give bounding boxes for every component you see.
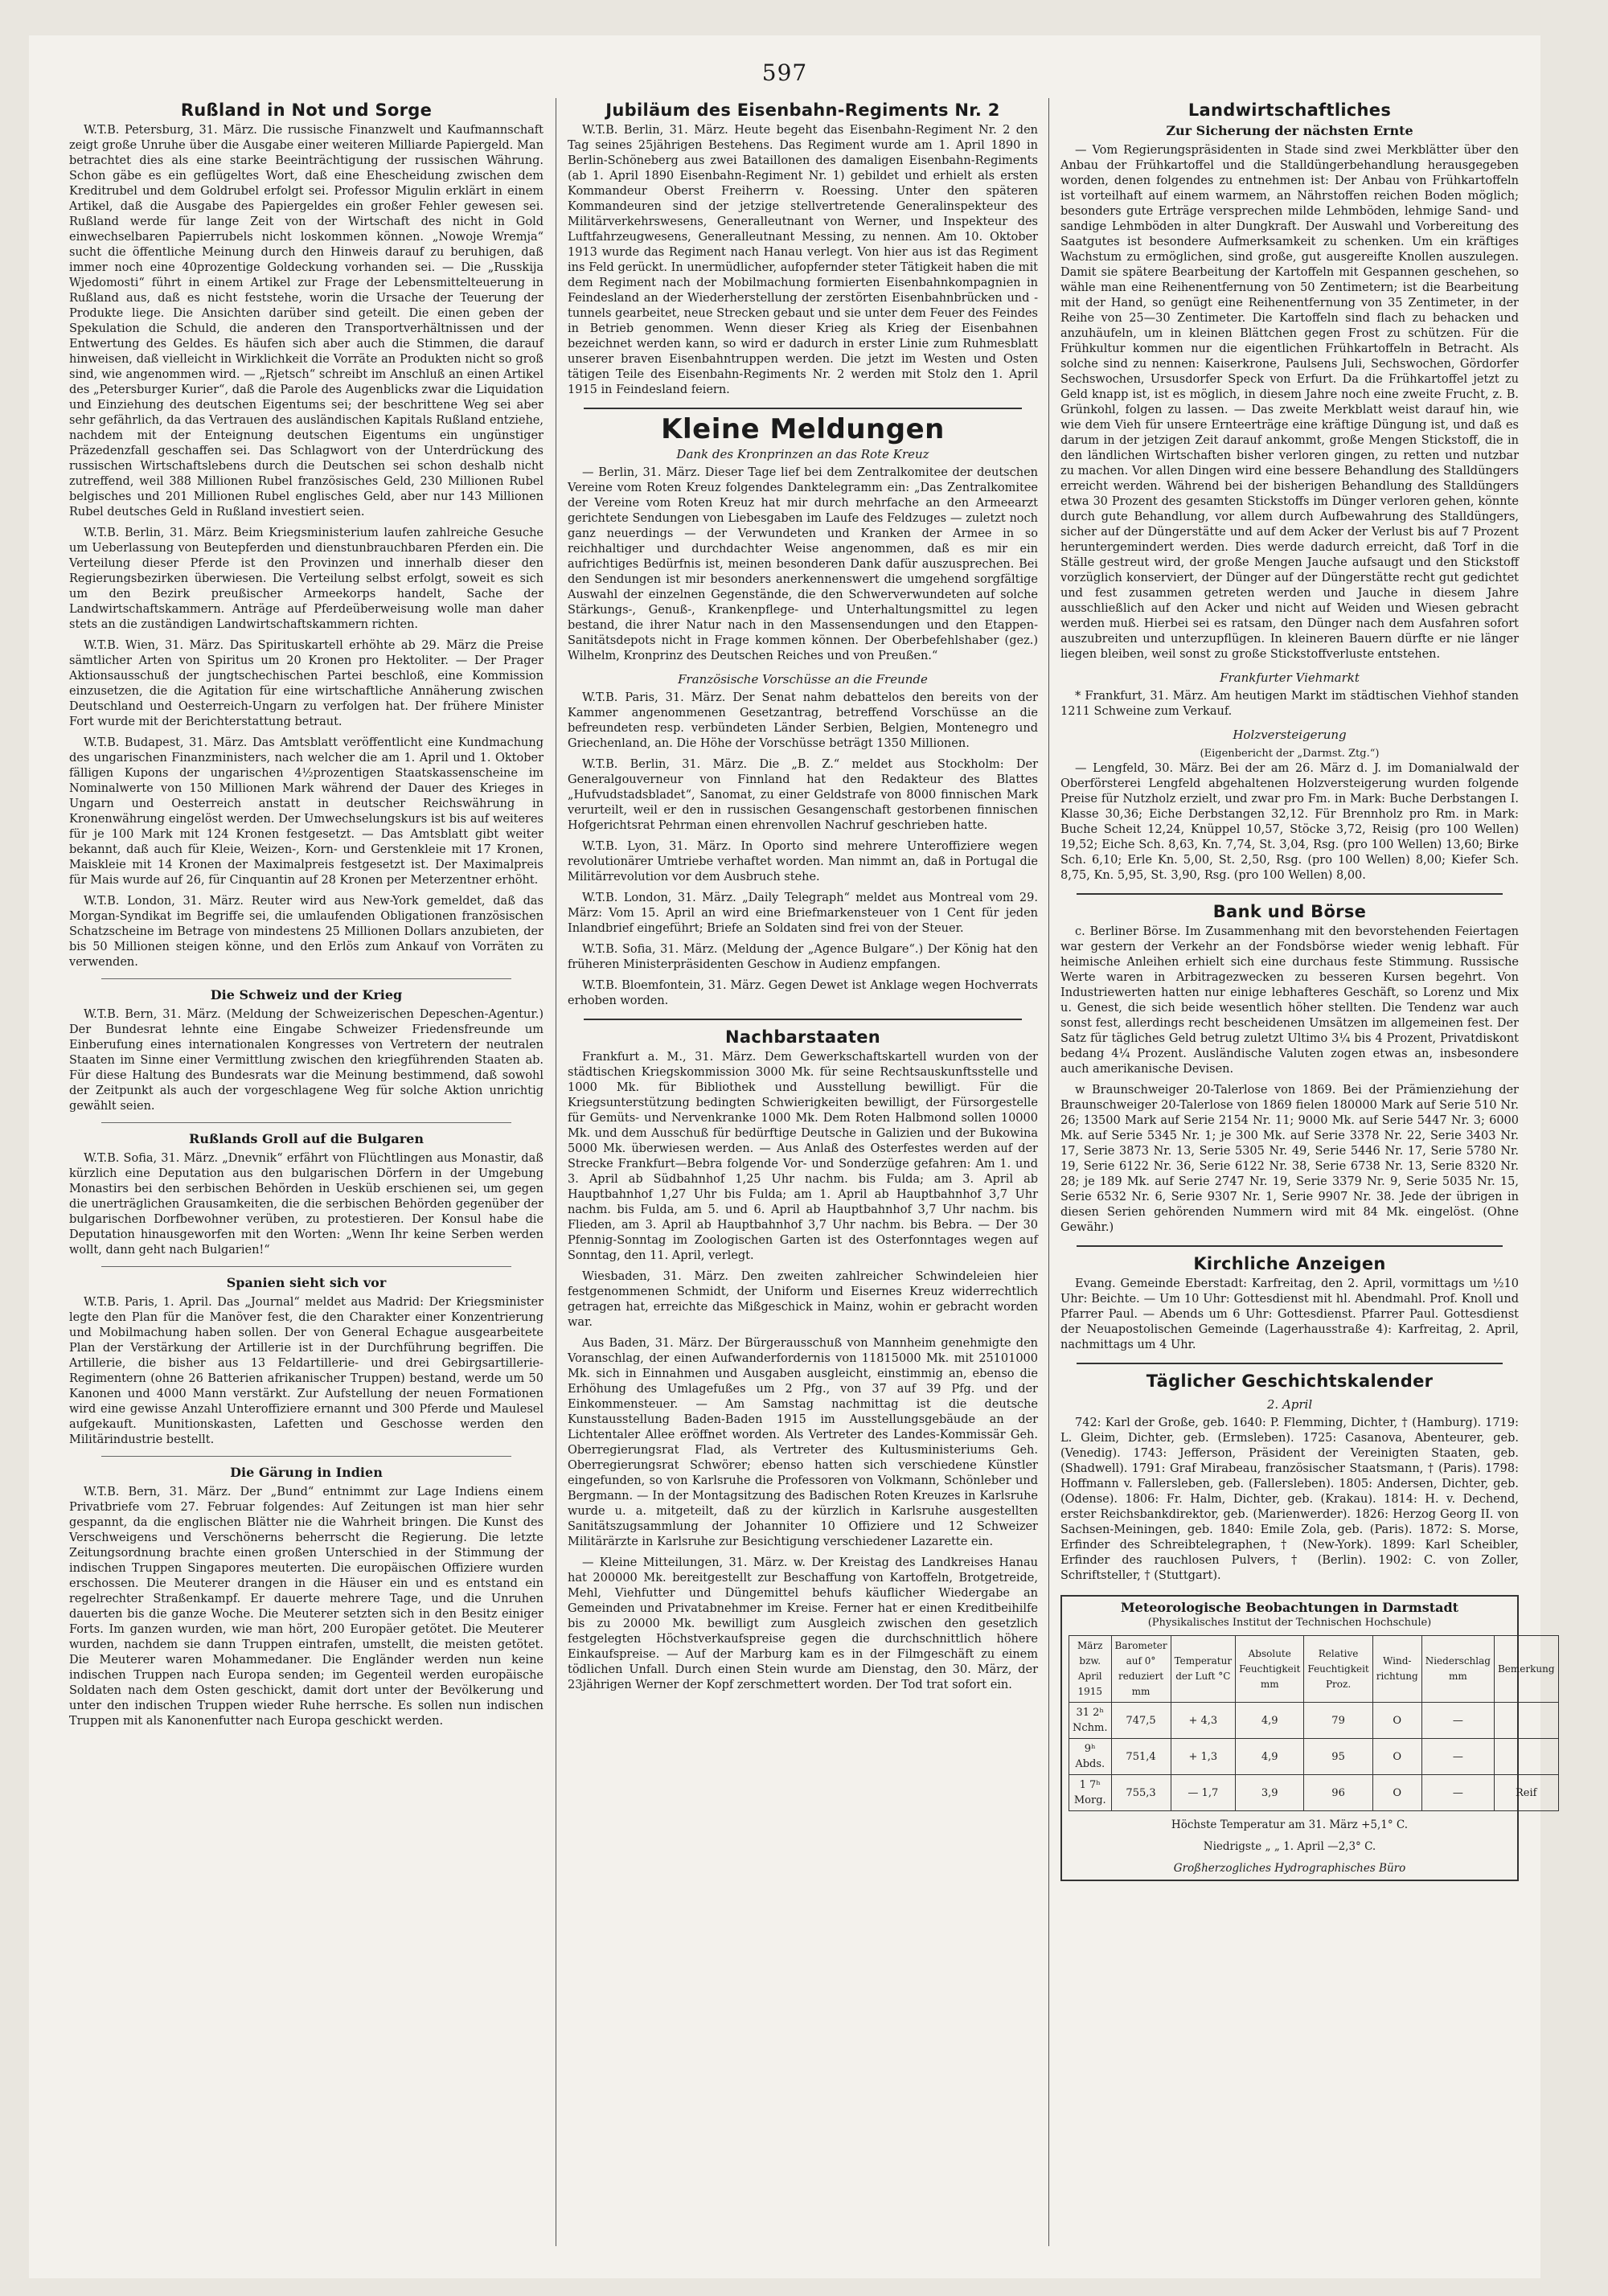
weather-header-cell: Niederschlag mm xyxy=(1421,1636,1494,1703)
weather-header-cell: März bzw. April 1915 xyxy=(1069,1636,1112,1703)
article-paragraph: 742: Karl der Große, geb. 1640: P. Flemming, Dichter, † (Hamburg). 1719: L. Gleim, Dichter, geb. (Ermsleben). 1725: Casanova, Abenteurer, geb. (Venedig). 1743: Jefferson, Präsident der Vereinigten Staaten, geb. (Shadwell). 1791: Graf Mirabeau, französischer Staatsmann, † (Paris). 1798: Hoffmann v. Fallersleben, geb. (Fallersleben). 1805: Andersen, Dichter, geb. (Odense). 1806: Fr. Halm, Dichter, geb. (Krakau). 1814: H. v. Dechend, erster Reichsbankdirektor, geb. (Marienwerder). 1826: Herzog Georg II. von Sachsen-Meiningen, geb. 1840: Emile Zola, geb. (Paris). 1872: S. Morse, Erfinder des Schreibtelegraphen, † (New-York). 1899: Karl Scheibler, Erfinder des rauchlosen Pulvers, † (Berlin). 1902: C. von Zoller, Schriftsteller, † (Stuttgart). xyxy=(1060,1417,1519,1582)
divider xyxy=(101,1266,511,1267)
article-paragraph: W.T.B. Lyon, 31. März. In Oporto sind mehrere Unteroffiziere wegen revolutionärer Umtriebe verhaftet worden. Man nimmt an, daß in Portugal die Militärrevolution vor dem Ausbruch stehe. xyxy=(568,840,1038,884)
page-number: 597 xyxy=(761,59,808,86)
weather-title: Meteorologische Beobachtungen in Darmstadt xyxy=(1120,1600,1459,1615)
subheadline-holz: Holzversteigerung xyxy=(1233,728,1347,742)
article-paragraph: — Kleine Mitteilungen, 31. März. w. Der Kreistag des Landkreises Hanau hat 200000 Mk. bereitgestellt zur Beschaffung von Kartoffeln, Brotgetreide, Mehl, Viehfutter und Düngemittel behufs käuflicher Wiedergabe an Gemeinden und Privatabnehmer im Kreise. Ferner hat er einen Kreditbeihilfe bis zu 20000 Mk. bewilligt zum Ausgleich zwischen den gesetzlich festgelegten Höchstverkaufspreise gegen die durchschnittlich höhere Einkaufspreise. — Auf der Marburg kam es in der Filmgeschäft zu einem tödlichen Unfall. Durch einen Stein wurde am Dienstag, den 30. März, der 23jährigen Werner der Kopf zerschmettert worden. Der Tod trat sofort ein. xyxy=(568,1556,1038,1691)
weather-cell: 755,3 xyxy=(1111,1775,1171,1811)
weather-cell: 79 xyxy=(1304,1703,1372,1739)
divider xyxy=(101,1456,511,1457)
headline-schweiz: Die Schweiz und der Krieg xyxy=(210,987,403,1002)
weather-cell: 3,9 xyxy=(1236,1775,1304,1811)
article-paragraph: W.T.B. Petersburg, 31. März. Die russische Finanzwelt und Kaufmannschaft zeigt große Unruhe über die Ausgabe einer weiteren Milliarde Papiergeld. Man betrachtet dies als eine starke Beeinträchtigung der russischen Währung. Schon gäbe es ein geflügeltes Wort, daß eine Ehescheidung zwischen dem Kreditrubel und dem Goldrubel erfolgt sei. Professor Migulin erklärt in einem Artikel, daß die Ausgabe des Papiergeldes ein großer Fehler gewesen sei. Rußland werde für lange Zeit von der Wirtschaft des nicht in Gold einwechselbaren Papierrubels nicht loskommen können. „Nowoje Wremja“ sucht die öffentliche Meinung durch den Hinweis darauf zu beruhigen, daß immer noch eine 40prozentige Goldeckung vorhanden sei. — Die „Russkija Wjedomosti“ führt in einem Artikel zur Frage der Lebensmittelteuerung in Rußland aus, daß es nicht feststehe, worin die Ursache der Teuerung der Produkte liege. Die Ansichten darüber sind geteilt. Die einen geben der Spekulation die Schuld, die anderen den Transportverhältnissen und der Entwertung des Geldes. Es häufen sich aber auch die Stimmen, die darauf hinweisen, daß vielleicht in Wirklichkeit die Vorräte an Produkten nicht so groß sind, wie angenommen wird. — „Rjetsch“ schreibt im Anschluß an einen Artikel des „Petersburger Kurier“, daß die Parole des Augenblicks zwar die Liquidation und Einziehung des deutschen Eigentums sei; der beschrittene Weg sei aber sehr gefährlich, da das Vertrauen des ausländischen Kapitals Rußland entziehe, nachdem mit der Enteignung deutschen Eigentums ein ungünstiger Präzedenzfall geschaffen sei. Das Schlagwort von der Unterdrückung des russischen Wirtschaftslebens durch die Deutschen sei schon deshalb nicht zutreffend, weil 388 Millionen Rubel französisches Geld, 230 Millionen Rubel belgisches und 201 Millionen Rubel englisches Geld, aber nur 143 Millionen Rubel deutsches Geld in Rußland investiert seien. xyxy=(69,124,544,519)
article-paragraph: W.T.B. Berlin, 31. März. Beim Kriegsministerium laufen zahlreiche Gesuche um Ueberlassung von Beutepferden und dienstunbrauchbaren Pferden ein. Die Verteilung dieser Pferde ist den Provinzen und innerhalb dieser den Regierungsbezirken überwiesen. Die Verteilung selbst erfolgt, soweit es sich um den Bezirk preußischer Armeekorps handelt, Sache der Landwirtschaftskammern. Anträge auf Pferdeüberweisung wolle man daher stets an die zuständigen Landwirtschaftskammern richten. xyxy=(69,527,544,631)
article-paragraph: W.T.B. Sofia, 31. März. „Dnevnik“ erfährt von Flüchtlingen aus Monastir, daß kürzlich eine Deputation aus den bulgarischen Dörfern in der Umgebung Monastirs bei den serbischen Behörden in Uesküb erschienen sei, um gegen die unerträglichen Grausamkeiten, die die serbischen Behörden gegenüber der bulgarischen Dorfbewohner verüben, zu protestieren. Der Konsul habe die Deputation hinausgeworfen mit den Worten: „Wenn Ihr keine Serben werden wollt, dann geht nach Bulgarien!“ xyxy=(69,1152,544,1257)
weather-cell: + 4,3 xyxy=(1171,1703,1236,1739)
divider xyxy=(584,408,1022,409)
weather-box xyxy=(1060,1595,1555,1881)
article-paragraph: * Frankfurt, 31. März. Am heutigen Markt im städtischen Viehhof standen 1211 Schweine zum Verkauf. xyxy=(1060,690,1519,718)
weather-table xyxy=(1069,1635,1559,1811)
weather-cell: — xyxy=(1421,1703,1494,1739)
weather-cell: Reif xyxy=(1494,1775,1558,1811)
subheadline-vorschuesse: Französische Vorschüsse an die Freunde xyxy=(678,672,928,687)
article-paragraph: W.T.B. Berlin, 31. März. Die „B. Z.“ meldet aus Stockholm: Der Generalgouverneur von Finnland hat den Redakteur des Blattes „Hufvudstadsbladet“, Sanomat, zu einer Geldstrafe von 8000 finnischen Mark verurteilt, weil er den in russischen Gesangenschaft gestorbenen finnischen Hofgerichtsrat Pehrman einen ehrenvollen Nachruf geschrieben hatte. xyxy=(568,758,1038,832)
divider xyxy=(1077,893,1503,895)
weather-cell: 4,9 xyxy=(1236,1739,1304,1775)
weather-header-cell: Temperatur der Luft °C xyxy=(1171,1636,1236,1703)
headline-landwirtschaft: Landwirtschaftliches xyxy=(1188,100,1392,120)
divider xyxy=(584,1019,1022,1020)
weather-row xyxy=(1069,1703,1559,1739)
headline-bank: Bank und Börse xyxy=(1212,902,1367,921)
subheadline-dank: Dank des Kronprinzen an das Rote Kreuz xyxy=(676,447,929,461)
article-paragraph: W.T.B. Wien, 31. März. Das Spirituskartell erhöhte ab 29. März die Preise sämtlicher Arten von Spiritus um 20 Kronen pro Hektoliter. — Der Prager Aktionsausschuß der jungtschechischen Partei beschloß, eine Kommission einzusetzen, die die Agitation für eine wirtschaftliche Annäherung zwischen Deutschland und Oesterreich-Ungarn zu verfolgen hat. Der frühere Minister Fort wurde mit der Berichterstattung betraut. xyxy=(69,639,544,728)
subheadline-viehmarkt: Frankfurter Viehmarkt xyxy=(1220,670,1360,685)
article-paragraph: Aus Baden, 31. März. Der Bürgerausschuß von Mannheim genehmigte den Voranschlag, der einen Aufwanderfordernis von 11815000 Mk. mit 25101000 Mk. sich in Einnahmen und Ausgaben ausgleicht, einstimmig an, ebenso die Erhöhung des Umlagefußes um 2 Pfg., von 37 auf 39 Pfg. und der Einkommensteuer. — Am Samstag nachmittag ist die deutsche Kunstausstellung Baden-Baden 1915 im Ausstellungsgebäude an der Lichtentaler Allee eröffnet worden. Als Vertreter des Landes-Kommissär Geh. Oberregierungsrat Flad, als Vertreter des Kultusministeriums Geh. Oberregierungsrat Schwörer; ebenso hatten sich verschiedene Künstler eingefunden, so von Karlsruhe die Professoren von Volkmann, Schönleber und Bergmann. — In der Montagsitzung des Badischen Roten Kreuzes in Karlsruhe wurde u. a. mitgeteilt, daß zu der kürzlich in Karlsruhe ausgestellten Sanitätszugsammlung der Johanniter 10 Offiziere und 12 Schweizer Militärärzte in Karlsruhe zur Besichtigung verschiedener Lazarette ein. xyxy=(568,1337,1038,1548)
weather-cell: 747,5 xyxy=(1111,1703,1171,1739)
weather-cell: 9ʰ Abds. xyxy=(1069,1739,1112,1775)
column-3 xyxy=(1060,98,1555,2262)
weather-cell: + 1,3 xyxy=(1171,1739,1236,1775)
divider xyxy=(1077,1245,1503,1247)
weather-row xyxy=(1069,1775,1559,1811)
headline-indien: Die Gärung in Indien xyxy=(230,1465,383,1480)
headline-nachbarstaaten: Nachbarstaaten xyxy=(724,1027,880,1047)
divider xyxy=(101,978,511,979)
weather-cell: 95 xyxy=(1304,1739,1372,1775)
weather-cell: 751,4 xyxy=(1111,1739,1171,1775)
weather-cell: 1 7ʰ Morg. xyxy=(1069,1775,1112,1811)
weather-row xyxy=(1069,1739,1559,1775)
weather-subtitle: (Physikalisches Institut der Technischen Hochschule) xyxy=(1147,1617,1432,1629)
weather-header-cell: Absolute Feuchtigkeit mm xyxy=(1236,1636,1304,1703)
headline-kirche: Kirchliche Anzeigen xyxy=(1193,1254,1386,1273)
newspaper-page xyxy=(29,35,1555,2278)
weather-cell: O xyxy=(1372,1775,1421,1811)
weather-cell: 96 xyxy=(1304,1775,1372,1811)
article-paragraph: W.T.B. Bern, 31. März. (Meldung der Schweizerischen Depeschen-Agentur.) Der Bundesrat lehnte eine Eingabe Schweizer Friedensfreunde um Einberufung eines internationalen Kongresses von Vertretern der neutralen Staaten im Sinne einer Vermittlung zwischen den kriegführenden Staaten ab. Für diese Haltung des Bundesrats war die Meinung bestimmend, daß sowohl der Zeitpunkt als auch der vorgeschlagene Weg für solche Aktion unrichtig gewählt seien. xyxy=(69,1008,544,1113)
weather-header-cell: Bemerkung xyxy=(1494,1636,1558,1703)
column-rule xyxy=(1048,98,1049,2246)
weather-cell: O xyxy=(1372,1739,1421,1775)
article-paragraph: — Vom Regierungspräsidenten in Stade sind zwei Merkblätter über den Anbau der Frühkartoffel und die Stalldüngerbehandlung herausgegeben worden, denen folgendes zu entnehmen ist: Der Anbau von Frühkartoffeln ist vorteilhaft auf einem warmem, an Nährstoffen reichen Boden möglich; besonders gute Erträge versprechen milde Lehmböden, lehmige Sand- und sandige Lehmböden in alter Dungkraft. Der Auswahl und Vorbereitung des Saatgutes ist besondere Aufmerksamkeit zu schenken. Um ein kräftiges Wachstum zu ermöglichen, sind große, gut ausgereifte Knollen auszulegen. Damit sie spätere Bearbeitung der Kartoffeln mit Gespannen geschehen, so wähle man eine Reihenentfernung von 50 Zentimetern; ist die Bearbeitung mit der Hand, so genügt eine Reihenentfernung von 35 Zentimeter, in der Reihe von 25—30 Zentimeter. Die Kartoffeln sind flach zu behacken und anzuhäufeln, um in kleinen Blättchen gegen Frost zu schützen. Für die Frühkultur kommen nur die eigentlichen Frühkartoffeln in Betracht. Als solche sind zu nennen: Kaiserkrone, Paulsens Juli, Sechswochen, Gördorfer Sechswochen, Ursusdorfer Speck von Erfurt. Da die Frühkartoffel jetzt zu Geld knapp ist, ist es möglich, in diesem Jahre noch eine zweite Frucht, z. B. Grünkohl, folgen zu lassen. — Das zweite Merkblatt weist darauf hin, wie wie dem Vieh für unsere Ernteerträge eine kräftige Düngung ist, und daß es darum in der jetzigen Zeit darauf ankommt, große Mengen Stickstoff, die in den ländlichen Wirtschaften bisher verloren gingen, zu retten und nutzbar zu machen. Vor allen Dingen wird eine bessere Behandlung des Stalldüngers erreicht werden. Während bei der bisherigen Behandlung des Stalldüngers etwa 30 Prozent des gesamten Stickstoffs im Dünger verloren gehen, könnte durch gute Behandlung, vor allem durch Aufbewahrung des Stalldüngers, sicher auf der Düngerstätte und auf dem Acker der Verlust bis auf 7 Prozent heruntergemindert werden. Dies werde dadurch erreicht, daß Torf in die Ställe gestreut wird, der große Mengen Jauche aufsaugt und den Stickstoff vorzüglich konserviert, der Dünger auf der Düngerstätte recht gut gedichtet und fest zusammen getreten werden und Jauche in diesem Jahre ausschließlich auf den Acker und nicht auf Weiden und Wiesen gebracht werden muß. Hierbei sei es ratsam, den Dünger nach dem Ausfahren sofort auszubreiten und unterzupflügen. In kleineren Bauern dürfte er nie länger liegen bleiben, weil sonst zu große Stickstoffverluste entstehen. xyxy=(1060,144,1519,661)
weather-cell: O xyxy=(1372,1703,1421,1739)
column-1 xyxy=(69,98,544,2262)
article-paragraph: w Braunschweiger 20-Talerlose von 1869. Bei der Prämienziehung der Braunschweiger 20-Talerlose von 1869 fielen 180000 Mark auf Serie 510 Nr. 26; 13500 Mark auf Serie 2154 Nr. 11; 9000 Mk. auf Serie 5447 Nr. 3; 6000 Mk. auf Serie 5345 Nr. 1; je 300 Mk. auf Serie 3378 Nr. 22, Serie 3403 Nr. 17, Serie 3873 Nr. 13, Serie 5305 Nr. 49, Serie 5446 Nr. 17, Serie 5780 Nr. 19, Serie 6122 Nr. 36, Serie 6122 Nr. 38, Serie 6738 Nr. 13, Serie 8320 Nr. 28; je 189 Mk. auf Serie 2747 Nr. 19, Serie 3379 Nr. 9, Serie 5035 Nr. 15, Serie 6532 Nr. 6, Serie 9307 Nr. 1, Serie 9907 Nr. 38. Jede der übrigen in diesen Serien gehörenden Nummern wird mit 84 Mk. eingelöst. (Ohne Gewähr.) xyxy=(1060,1084,1519,1234)
weather-cell: 4,9 xyxy=(1236,1703,1304,1739)
article-paragraph: W.T.B. Paris, 31. März. Der Senat nahm debattelos den bereits von der Kammer angenommenen Gesetzantrag, betreffend Vorschüsse an die befreundeten resp. verbündeten Länder Serbien, Belgien, Montenegro und Griechenland, an. Die Höhe der Vorschüsse beträgt 1350 Millionen. xyxy=(568,691,1038,750)
article-paragraph: W.T.B. Bloemfontein, 31. März. Gegen Dewet ist Anklage wegen Hochverrats erhoben worden. xyxy=(568,979,1038,1007)
article-paragraph: — Lengfeld, 30. März. Bei der am 26. März d. J. im Domanialwald der Oberförsterei Lengfeld abgehaltenen Holzversteigerung wurden folgende Preise für Nutzholz erzielt, und zwar pro Fm. in Mark: Buche Derbstangen I. Klasse 30,36; Eiche Derbstangen 32,12. Für Brennholz pro Rm. in Mark: Buche Scheit 12,24, Knüppel 10,57, Stöcke 3,72, Reisig (pro 100 Wellen) 19,52; Eiche Sch. 8,63, Kn. 7,74, St. 3,04, Rsg. (pro 100 Wellen) 13,60; Birke Sch. 6,10; Erle Kn. 5,00, St. 2,50, Rsg. (pro 100 Wellen) 8,00; Kiefer Sch. 8,75, Kn. 5,95, St. 3,90, Rsg. (pro 100 Wellen) 8,00. xyxy=(1060,762,1519,882)
article-paragraph: Wiesbaden, 31. März. Den zweiten zahlreicher Schwindeleien hier festgenommenen Schmidt, der Uniform und Eisernes Kreuz widerrechtlich getragen hat, erreichte das Mißgeschick in Mainz, wohin er gebracht worden war. xyxy=(568,1270,1038,1329)
article-paragraph: W.T.B. London, 31. März. Reuter wird aus New-York gemeldet, daß das Morgan-Syndikat im Begriffe sei, die umlaufenden Obligationen französischen Schatzscheine im Betrage von mindestens 25 Millionen Dollars anzubieten, der bis 50 Millionen steigen könne, und den Erlös zum Ankauf von Vorräten zu verwenden. xyxy=(69,895,544,969)
weather-min: Niedrigste „ „ 1. April —2,3° C. xyxy=(1203,1840,1376,1853)
divider xyxy=(1077,1363,1503,1364)
divider xyxy=(101,1122,511,1123)
column-2 xyxy=(568,98,1038,2262)
weather-max: Höchste Temperatur am 31. März +5,1° C. xyxy=(1171,1818,1409,1831)
headline-kalender: Täglicher Geschichtskalender xyxy=(1146,1371,1434,1391)
headline-russland: Rußland in Not und Sorge xyxy=(180,100,433,120)
article-paragraph: W.T.B. Sofia, 31. März. (Meldung der „Agence Bulgare“.) Der König hat den früheren Ministerpräsidenten Geschow in Audienz empfangen. xyxy=(568,943,1038,971)
article-paragraph: Frankfurt a. M., 31. März. Dem Gewerkschaftskartell wurden von der städtischen Kriegskommission 3000 Mk. für seine Rechtsauskunftsstelle und 1000 Mk. für Bibliothek und Ausstellung bewilligt. Für die Kriegsunterstützung bedingten Schwierigkeiten bewilligt, der Fürsorgestelle für Gemüts- und Nervenkranke 1000 Mk. Dem Roten Halbmond sollen 10000 Mk. und dem Ausschuß für bedürftige Deutsche in Galizien und der Bukowina 5000 Mk. überwiesen werden. — Aus Anlaß des Osterfestes werden auf der Strecke Frankfurt—Bebra folgende Vor- und Sonderzüge gefahren: Am 1. und 3. April ab Südbahnhof 1,25 Uhr nachm. bis Fulda; am 3. April ab Hauptbahnhof 1,27 Uhr bis Fulda; am 1. April ab Hauptbahnhof 3,7 Uhr nachm. bis Fulda, am 5. und 6. April ab Hauptbahnhof 3,7 Uhr nachm. bis Flieden, am 3. April ab Hauptbahnhof 3,7 Uhr nachm. bis Bebra. — Der 30 Pfennig-Sonntag im Zoologischen Garten ist des Osterfonntages wegen auf Sonntag, den 11. April, verlegt. xyxy=(568,1051,1038,1262)
article-paragraph: W.T.B. Berlin, 31. März. Heute begeht das Eisenbahn-Regiment Nr. 2 den Tag seines 25jährigen Bestehens. Das Regiment wurde am 1. April 1890 in Berlin-Schöneberg aus zwei Bataillonen des damaligen Eisenbahn-Regiments (ab 1. April 1890 Eisenbahn-Regiment Nr. 1) gebildet und erhielt als ersten Kommandeur Oberst Freiherrn v. Roessing. Unter den späteren Kommandeuren sind der jetzige stellvertretende Generalinspekteur des Militärverkehrswesens, Generalleutnant von Werner, und Inspekteur des Luftfahrzeugwesens, Generalleutnant Messing, zu nennen. Am 10. Oktober 1913 wurde das Regiment nach Hanau verlegt. Von hier aus ist das Regiment ins Feld gerückt. In unermüdlicher, aufopfernder steter Tätigkeit haben die mit dem Regiment nach der Mobilmachung formierten Eisenbahnkompagnien in Feindesland an der Wiederherstellung der zerstörten Eisenbahnbrücken und -tunnels gearbeitet, neue Strecken gebaut und sie unter dem Feuer des Feindes in Betrieb genommen. Wenn dieser Krieg als Krieg der Eisenbahnen bezeichnet werden kann, so wird er dadurch in erster Linie zum Ruhmesblatt unserer braven Eisenbahntruppen werden. Die jetzt im Westen und Osten tätigen Teile des Eisenbahn-Regiments Nr. 2 werden mit Stolz den 1. April 1915 in Feindesland feiern. xyxy=(568,124,1038,396)
weather-cell: — 1,7 xyxy=(1171,1775,1236,1811)
article-paragraph: W.T.B. Bern, 31. März. Der „Bund“ entnimmt zur Lage Indiens einem Privatbriefe vom 27. Februar folgendes: Auf Zeitungen ist man hier sehr gespannt, da die englischen Blätter nie die Wahrheit bringen. Die Kunst des Verschweigens und Verschönerns beherrscht die Regierung. Die letzte Zeitungsordnung brachte einen großen Unterschied in der Stimmung der indischen Truppen Singapores meuterten. Die europäischen Offiziere wurden erschossen. Die Meuterer drangen in die Häuser ein und es entstand ein regelrechter Straßenkampf. Er dauerte mehrere Tage, und die Unruhen dauerten bis die ganze Woche. Die Meuterer setzten sich in den Besitz einiger Forts. Im ganzen wurden, wie man hört, 200 Europäer getötet. Die Meuterer wurden, nachdem sie dann Truppen eintrafen, umstellt, die meisten getötet. Die Meuterer waren Mohammedaner. Die Engländer werden nun keine indischen Truppen nach Europa senden; im Gegenteil werden europäische Soldaten nach dem Osten geschickt, damit dort unter der Bevölkerung und unter den indischen Truppen wieder Ruhe herrsche. Es sollen nun indischen Truppen mit als Kanonenfutter nach Europa geschickt werden. xyxy=(69,1486,544,1728)
weather-body xyxy=(1069,1703,1559,1811)
article-paragraph: c. Berliner Börse. Im Zusammenhang mit den bevorstehenden Feiertagen war gestern der Verkehr an der Fondsbörse wieder wenig lebhaft. Für heimische Anleihen erhielt sich eine durchaus feste Stimmung. Russische Werte waren in Arbitragezwecken zu besseren Kursen begehrt. Von Industriewerten hatten nur einige lebhafteres Geschäft, so Lorenz und Mix u. Genest, die sich beide wesentlich höher stellten. Die Tendenz war auch sonst fest, allerdings recht bescheidenen Umsätzen im allgemeinen fest. Der Satz für tägliches Geld betrug zuletzt Ultimo 3¼ bis 4 Prozent, Privatdiskont bedang 4¼ Prozent. Ausländische Valuten zogen etwas an, insbesondere auch amerikanische Devisen. xyxy=(1060,925,1519,1076)
weather-header-cell: Barometer auf 0° reduziert mm xyxy=(1111,1636,1171,1703)
article-paragraph: W.T.B. London, 31. März. „Daily Telegraph“ meldet aus Montreal vom 29. März: Vom 15. April an wird eine Briefmarkensteuer von 1 Cent für jeden Inlandbrief eingeführt; Briefe an Soldaten sind frei von der Steuer. xyxy=(568,892,1038,935)
article-paragraph: W.T.B. Paris, 1. April. Das „Journal“ meldet aus Madrid: Der Kriegsminister legte den Plan für die Manöver fest, die den Charakter einer Konzentrierung und Mobilmachung haben sollen. Der von General Echague ausgearbeitete Plan der Verstärkung der Artillerie ist in der Durchführung begriffen. Die Artillerie, die bisher aus 13 Feldartillerie- und drei Gebirgsartillerie-Regimentern (ohne 26 Batterien afrikanischer Truppen) bestand, werde um 50 Kanonen und 4000 Mann verstärkt. Zur Aufstellung der neuen Formationen wird eine gewisse Anzahl Unteroffiziere ernannt und 300 Pferde und Maulesel aufgekauft. Munitionskasten, Lafetten und Geschosse werden den Militärindustrie bestellt. xyxy=(69,1296,544,1446)
weather-cell: — xyxy=(1421,1739,1494,1775)
headline-jubilaeum: Jubiläum des Eisenbahn-Regiments Nr. 2 xyxy=(605,100,1000,120)
weather-header-cell: Windrichtung xyxy=(1372,1636,1421,1703)
headline-spanien: Spanien sieht sich vor xyxy=(226,1275,387,1290)
headline-bulgaren: Rußlands Groll auf die Bulgaren xyxy=(189,1131,424,1146)
subheadline-ernte: Zur Sicherung der nächsten Ernte xyxy=(1166,123,1413,138)
headline-kleine-meldungen: Kleine Meldungen xyxy=(661,413,945,445)
subheadline-datum: 2. April xyxy=(1266,1397,1313,1412)
weather-cell: — xyxy=(1421,1775,1494,1811)
weather-cell: 31 2ʰ Nchm. xyxy=(1069,1703,1112,1739)
weather-header-cell: Relative Feuchtigkeit Proz. xyxy=(1304,1636,1372,1703)
weather-header-row xyxy=(1069,1636,1559,1703)
subheadline-holz-source: (Eigenbericht der „Darmst. Ztg.“) xyxy=(1200,748,1380,760)
weather-cell xyxy=(1494,1703,1558,1739)
article-paragraph: Evang. Gemeinde Eberstadt: Karfreitag, den 2. April, vormittags um ½10 Uhr: Beichte. — Um 10 Uhr: Gottesdienst mit hl. Abendmahl. Prof. Knoll und Pfarrer Paul. — Abends um 6 Uhr: Gottesdienst. Pfarrer Paul. Gottesdienst der Neuapostolischen Gemeinde (Lagerhausstraße 4): Karfreitag, 2. April, nachmittags um 4 Uhr. xyxy=(1060,1277,1519,1351)
weather-footer: Großherzogliches Hydrographisches Büro xyxy=(1173,1862,1406,1875)
weather-cell xyxy=(1494,1739,1558,1775)
article-paragraph: — Berlin, 31. März. Dieser Tage lief bei dem Zentralkomitee der deutschen Vereine vom Roten Kreuz folgendes Danktelegramm ein: „Das Zentralkomitee der Vereine vom Roten Kreuz hat mir durch mehrfache an den Armeearzt gerichtete Sendungen von Liebesgaben im Laufe des Feldzuges — zuletzt noch ganz neuerdings — der Verwundeten und Kranken der Armee in so reichhaltiger und durchdachter Weise angenommen, daß es mir ein aufrichtiges Bedürfnis ist, meinen besonderen Dank dafür auszusprechen. Bei den Sendungen ist mir besonders anerkennenswert die umgehend sorgfältige Auswahl der einzelnen Gegenstände, die den Schwerverwundeten auf solche Stärkungs-, Genuß-, Krankenpflege- und Unterhaltungsmittel zu legen bestand, die ihrer Natur nach in den Massensendungen und den Etappen-Sanitätsdepots nicht in Frage kommen können. Der Oberbefehlshaber (gez.) Wilhelm, Kronprinz des Deutschen Reiches und von Preußen.“ xyxy=(568,466,1038,662)
article-paragraph: W.T.B. Budapest, 31. März. Das Amtsblatt veröffentlicht eine Kundmachung des ungarischen Finanzministers, nach welcher die am 1. April und 1. Oktober fälligen Kupons der ungarischen 4½prozentigen Staatskassenscheine im Nominalwerte von 150 Millionen Mark während der Dauer des Krieges in Ungarn und Oesterreich anstatt in deutscher Reichswährung in Kronenwährung eingelöst werden. Der Umwechselungskurs ist bis auf weiteres für je 100 Mark mit 124 Kronen festgesetzt. — Das Amtsblatt gibt weiter bekannt, daß auch für Kleie, Weizen-, Korn- und Gerstenkleie mit 17 Kronen, Maiskleie mit 14 Kronen der Maximalpreis festgesetzt ist. Der Maximalpreis für Mais wurde auf 26, für Cinquantin auf 28 Kronen per Meterzentner erhöht. xyxy=(69,736,544,887)
